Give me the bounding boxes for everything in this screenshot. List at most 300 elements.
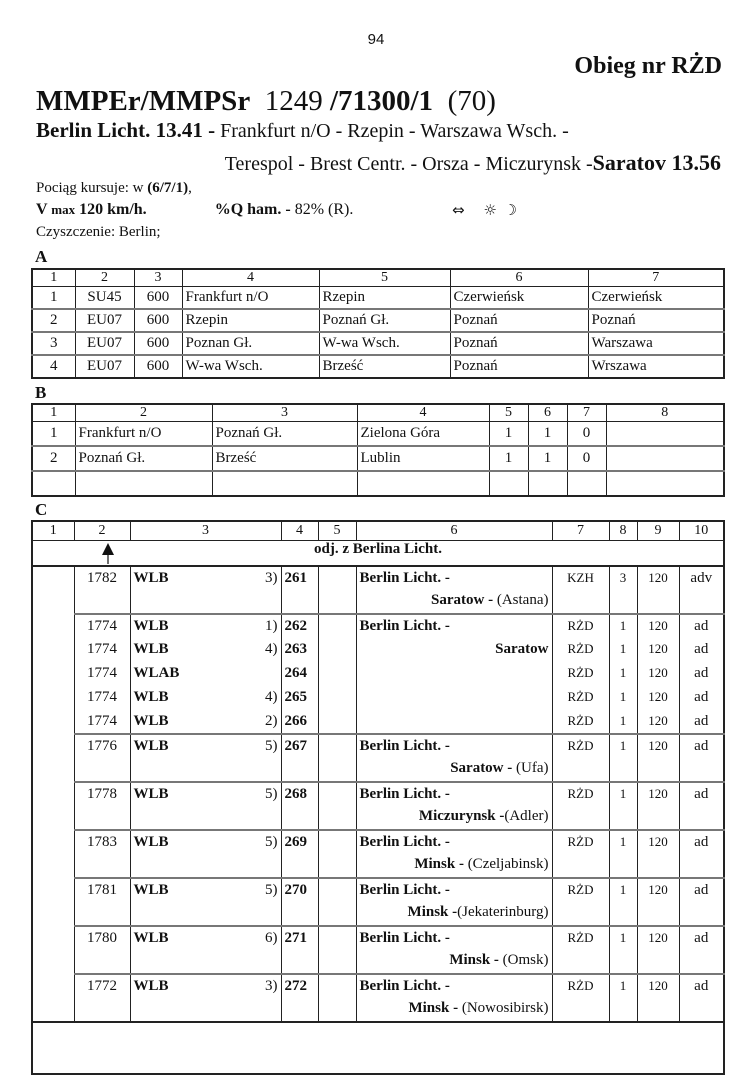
table-cell: [32, 471, 75, 496]
column-8-cell: 1: [609, 926, 637, 974]
train-title: [36, 85, 496, 118]
owner-cell: RŻD: [552, 830, 609, 878]
car-series-cell: 1774: [74, 614, 130, 638]
car-number-cell: 262: [281, 614, 318, 638]
car-type: WLB: [133, 882, 169, 898]
speed-cell: 120: [637, 734, 679, 782]
car-type-wrap: [134, 738, 278, 755]
table-cell: Frankfurt n/O: [182, 287, 319, 310]
car-type-cell: [130, 638, 281, 662]
owner-cell: KZH: [552, 566, 609, 614]
car-type-cell: [130, 710, 281, 734]
car-type-wrap: [134, 786, 278, 803]
speed-cell: 120: [637, 974, 679, 1022]
consist-row: [32, 926, 724, 974]
table-row: [32, 422, 724, 447]
route-origin: Berlin Licht. 13.41 -: [36, 118, 216, 142]
table-cell: 1: [528, 422, 567, 447]
empty-footer-cell: [32, 1022, 724, 1074]
departure-band: [32, 541, 724, 567]
car-type-cell: [130, 662, 281, 686]
column-header: 6: [450, 269, 588, 287]
speed-cell: 120: [637, 782, 679, 830]
locomotive-table: [31, 268, 725, 379]
table-cell: Czerwieńsk: [588, 287, 724, 310]
column-5-cell: [318, 566, 356, 614]
column-10-cell: ad: [679, 710, 724, 734]
section-b-label: B: [35, 383, 47, 402]
table-cell: 1: [489, 446, 528, 471]
route-line-1: [36, 118, 569, 143]
table-cell: [528, 471, 567, 496]
car-series-cell: 1778: [74, 782, 130, 830]
column-8-cell: 1: [609, 638, 637, 662]
route-destination-final: (Astana): [493, 592, 549, 608]
speed-cell: 120: [637, 638, 679, 662]
car-type-wrap: [134, 882, 278, 899]
sun-icon: ☼: [483, 201, 497, 219]
column-10-cell: ad: [679, 638, 724, 662]
table-cell: [489, 471, 528, 496]
column-5-cell: [318, 686, 356, 710]
route-destination-final: (Jekaterinburg): [457, 904, 549, 920]
table-cell: Poznań Gł.: [319, 309, 450, 332]
table-cell: Poznań: [450, 309, 588, 332]
table-row: [32, 355, 724, 378]
route-destination-main: Minsk -: [414, 856, 464, 872]
route-cell: [356, 974, 552, 1022]
column-10-cell: ad: [679, 878, 724, 926]
table-cell: [75, 471, 212, 496]
table-cell: 1: [528, 446, 567, 471]
speed-cell: 120: [637, 662, 679, 686]
route-via-1: Frankfurt n/O - Rzepin - Warszawa Wsch. -: [220, 120, 569, 142]
car-type: WLB: [133, 930, 169, 946]
car-series-cell: 1780: [74, 926, 130, 974]
running-days-label: Pociąg kursuje: w: [36, 180, 144, 196]
car-type-wrap: [134, 618, 278, 635]
table-cell: 600: [134, 355, 182, 378]
route-destination: [360, 904, 549, 921]
table-cell: Poznań: [450, 332, 588, 355]
route-from: Berlin Licht. -: [359, 786, 450, 802]
column-header: 4: [281, 521, 318, 541]
car-type-wrap: [134, 570, 278, 587]
table-cell: [567, 471, 606, 496]
car-note: 3): [265, 978, 278, 994]
route-cell: [356, 662, 552, 686]
column-1-cell: [32, 566, 74, 1022]
vmax-max: max: [51, 202, 76, 217]
consist-row: [32, 782, 724, 830]
owner-cell: RŻD: [552, 662, 609, 686]
car-note: 1): [265, 618, 278, 634]
table-cell: [606, 446, 724, 471]
car-number-cell: 272: [281, 974, 318, 1022]
column-5-cell: [318, 926, 356, 974]
owner-cell: RŻD: [552, 638, 609, 662]
departure-band-label: odj. z Berlina Licht.: [314, 541, 442, 557]
consist-table: [31, 520, 725, 1075]
table-cell: Brześć: [212, 446, 357, 471]
route-destination-final: (Adler): [504, 808, 549, 824]
car-type-cell: [130, 734, 281, 782]
consist-row: [32, 566, 724, 614]
car-note: 4): [265, 689, 278, 705]
route-destination-final: (Nowosibirsk): [458, 1000, 549, 1016]
table-cell: EU07: [75, 309, 134, 332]
car-type-cell: [130, 974, 281, 1022]
column-header: 4: [182, 269, 319, 287]
table-cell: Rzepin: [319, 287, 450, 310]
column-5-cell: [318, 710, 356, 734]
route-destination: [360, 808, 549, 825]
route-cell: [356, 734, 552, 782]
column-10-cell: ad: [679, 614, 724, 638]
car-note: 5): [265, 738, 278, 754]
column-8-cell: 1: [609, 782, 637, 830]
column-10-cell: ad: [679, 662, 724, 686]
consist-row: [32, 878, 724, 926]
car-type-wrap: [134, 689, 278, 706]
section-c-label: C: [35, 500, 48, 519]
table-cell: [606, 422, 724, 447]
table-cell: 2: [32, 309, 75, 332]
train-number: 1249: [264, 85, 323, 117]
table-cell: EU07: [75, 332, 134, 355]
route-destination-final: (Omsk): [498, 952, 549, 968]
route-cell: [356, 614, 552, 638]
car-type: WLB: [133, 713, 169, 729]
table-cell: Warszawa: [588, 332, 724, 355]
column-header: 5: [318, 521, 356, 541]
table-cell: [212, 471, 357, 496]
column-header: 2: [74, 521, 130, 541]
table-cell: Poznań: [588, 309, 724, 332]
header-row: [32, 269, 724, 287]
footer-row: [32, 1022, 724, 1074]
running-days-value: (6/7/1): [147, 180, 189, 196]
car-type-wrap: [134, 713, 278, 730]
route-destination-main: Minsk -: [407, 904, 458, 920]
moon-icon: ☽: [503, 201, 518, 219]
column-8-cell: 1: [609, 830, 637, 878]
car-type-cell: [130, 926, 281, 974]
route-destination: [360, 856, 549, 873]
table-cell: Poznań Gł.: [212, 422, 357, 447]
column-10-cell: ad: [679, 926, 724, 974]
brake-label: %Q ham. -: [214, 201, 291, 218]
table-cell: 3: [32, 332, 75, 355]
car-number-cell: 267: [281, 734, 318, 782]
column-8-cell: 1: [609, 710, 637, 734]
owner-cell: RŻD: [552, 974, 609, 1022]
table-cell: Poznan Gł.: [182, 332, 319, 355]
train-category: MMPEr/MMPSr: [36, 85, 251, 117]
owner-cell: RŻD: [552, 710, 609, 734]
route-cell: [356, 566, 552, 614]
car-type-wrap: [134, 641, 278, 658]
owner-cell: RŻD: [552, 926, 609, 974]
column-header: 1: [32, 269, 75, 287]
column-header: 5: [489, 404, 528, 422]
departure-band-row: [32, 541, 724, 567]
car-number-cell: 261: [281, 566, 318, 614]
car-type-wrap: [134, 665, 278, 682]
car-series-cell: 1783: [74, 830, 130, 878]
route-from: Berlin Licht. -: [359, 834, 450, 850]
owner-cell: RŻD: [552, 614, 609, 638]
table-cell: Lublin: [357, 446, 489, 471]
car-type: WLB: [133, 786, 169, 802]
consist-row: [32, 734, 724, 782]
car-number-cell: 265: [281, 686, 318, 710]
car-note: 4): [265, 641, 278, 657]
car-type: WLB: [133, 618, 169, 634]
column-5-cell: [318, 662, 356, 686]
table-row: [32, 332, 724, 355]
column-header: 8: [606, 404, 724, 422]
column-8-cell: 1: [609, 662, 637, 686]
car-note: 5): [265, 882, 278, 898]
table-cell: 1: [489, 422, 528, 447]
column-8-cell: 3: [609, 566, 637, 614]
car-type-cell: [130, 878, 281, 926]
consist-row: [32, 662, 724, 686]
column-header: 8: [609, 521, 637, 541]
table-cell: 0: [567, 446, 606, 471]
route-destination-main: Miczurynsk -: [418, 808, 505, 824]
table-cell: Brześć: [319, 355, 450, 378]
column-header: 1: [32, 404, 75, 422]
column-5-cell: [318, 734, 356, 782]
route-destination-main: Minsk -: [449, 952, 499, 968]
consist-row: [32, 686, 724, 710]
consist-row: [32, 614, 724, 638]
route-destination-final: (Ufa): [512, 760, 549, 776]
car-number-cell: 269: [281, 830, 318, 878]
route-cell: [356, 830, 552, 878]
route-cell: [356, 710, 552, 734]
table-cell: Poznań: [450, 355, 588, 378]
route-destination: [360, 1000, 549, 1017]
column-5-cell: [318, 782, 356, 830]
car-series-cell: 1774: [74, 710, 130, 734]
route-cell: [356, 686, 552, 710]
table-cell: Zielona Góra: [357, 422, 489, 447]
column-10-cell: adv: [679, 566, 724, 614]
column-header: 7: [552, 521, 609, 541]
table-cell: SU45: [75, 287, 134, 310]
table-cell: Poznań Gł.: [75, 446, 212, 471]
car-type-wrap: [134, 834, 278, 851]
column-10-cell: ad: [679, 830, 724, 878]
route-destination: [360, 952, 549, 969]
table-cell: [357, 471, 489, 496]
column-8-cell: 1: [609, 734, 637, 782]
column-5-cell: [318, 614, 356, 638]
table-cell: EU07: [75, 355, 134, 378]
vmax-value: 120 km/h.: [79, 201, 147, 218]
table-row: [32, 471, 724, 496]
column-5-cell: [318, 830, 356, 878]
column-8-cell: 1: [609, 974, 637, 1022]
car-number-cell: 271: [281, 926, 318, 974]
route-from: Berlin Licht. -: [359, 930, 450, 946]
owner-cell: RŻD: [552, 686, 609, 710]
consist-row: [32, 710, 724, 734]
route-line-2: [225, 150, 721, 176]
column-5-cell: [318, 878, 356, 926]
column-8-cell: 1: [609, 878, 637, 926]
car-type-cell: [130, 830, 281, 878]
column-8-cell: 1: [609, 614, 637, 638]
speed-cell: 120: [637, 830, 679, 878]
car-type: WLB: [133, 641, 169, 657]
table-cell: Wrszawa: [588, 355, 724, 378]
column-5-cell: [318, 974, 356, 1022]
section-a-label: A: [35, 247, 48, 266]
route-destination: Saratow: [495, 641, 549, 657]
train-code: (70): [447, 85, 496, 117]
car-number-cell: 266: [281, 710, 318, 734]
route-from: Berlin Licht. -: [359, 978, 450, 994]
table-cell: [606, 471, 724, 496]
max-speed: [36, 201, 353, 219]
direction-arrow-icon: [101, 542, 115, 564]
route-destination-main: Saratow -: [450, 760, 513, 776]
car-type: WLAB: [133, 665, 180, 681]
owner-cell: RŻD: [552, 782, 609, 830]
running-days-suffix: ,: [188, 180, 192, 196]
column-header: 2: [75, 269, 134, 287]
table-cell: 600: [134, 309, 182, 332]
car-type: WLB: [133, 978, 169, 994]
column-header: 9: [637, 521, 679, 541]
consist-row: [32, 830, 724, 878]
column-header: 7: [588, 269, 724, 287]
table-cell: 2: [32, 446, 75, 471]
column-10-cell: ad: [679, 782, 724, 830]
double-arrow-icon: ⇔: [452, 201, 465, 219]
route-cell: [356, 926, 552, 974]
column-8-cell: 1: [609, 686, 637, 710]
table-cell: 1: [32, 287, 75, 310]
route-from: Berlin Licht. -: [359, 618, 450, 634]
header-row: [32, 404, 724, 422]
table-row: [32, 287, 724, 310]
table-cell: 0: [567, 422, 606, 447]
car-note: 3): [265, 570, 278, 586]
column-10-cell: ad: [679, 974, 724, 1022]
column-header: 6: [356, 521, 552, 541]
column-header: 10: [679, 521, 724, 541]
running-days: [36, 180, 192, 197]
consist-row: [32, 638, 724, 662]
car-type-wrap: [134, 930, 278, 947]
circulation-number: Obieg nr RŻD: [574, 53, 722, 79]
column-header: 1: [32, 521, 74, 541]
car-type: WLB: [133, 834, 169, 850]
table-cell: W-wa Wsch.: [182, 355, 319, 378]
vmax-v: V: [36, 201, 48, 218]
car-number-cell: 270: [281, 878, 318, 926]
route-via-2: Terespol - Brest Centr. - Orsza - Miczurynsk -: [224, 153, 593, 175]
speed-cell: 120: [637, 614, 679, 638]
column-5-cell: [318, 638, 356, 662]
route-destination: [360, 760, 549, 777]
table-row: [32, 446, 724, 471]
speed-cell: 120: [637, 566, 679, 614]
car-type-wrap: [134, 978, 278, 995]
brake-value: 82% (R).: [294, 201, 354, 218]
column-header: 4: [357, 404, 489, 422]
column-header: 3: [212, 404, 357, 422]
train-number-suffix: /71300/1: [329, 85, 434, 117]
route-destination-main: Saratow -: [431, 592, 494, 608]
car-series-cell: 1776: [74, 734, 130, 782]
car-note: 2): [265, 713, 278, 729]
service-icons: [452, 201, 531, 219]
route-destination: Saratov 13.56: [592, 150, 721, 175]
car-type: WLB: [133, 738, 169, 754]
route-from: Berlin Licht. -: [359, 738, 450, 754]
column-header: 3: [134, 269, 182, 287]
route-cell: [356, 638, 552, 662]
car-series-cell: 1781: [74, 878, 130, 926]
column-header: 7: [567, 404, 606, 422]
routing-table: [31, 403, 725, 497]
car-number-cell: 268: [281, 782, 318, 830]
table-cell: W-wa Wsch.: [319, 332, 450, 355]
column-10-cell: ad: [679, 734, 724, 782]
table-cell: 600: [134, 332, 182, 355]
consist-row: [32, 974, 724, 1022]
car-series-cell: 1772: [74, 974, 130, 1022]
route-cell: [356, 878, 552, 926]
table-cell: Frankfurt n/O: [75, 422, 212, 447]
car-series-cell: 1774: [74, 686, 130, 710]
table-cell: Czerwieńsk: [450, 287, 588, 310]
column-10-cell: ad: [679, 686, 724, 710]
route-destination-final: (Czeljabinsk): [463, 856, 549, 872]
column-header: 3: [130, 521, 281, 541]
car-type-cell: [130, 782, 281, 830]
car-series-cell: 1774: [74, 662, 130, 686]
cleaning-info: Czyszczenie: Berlin;: [36, 224, 161, 240]
speed-cell: 120: [637, 878, 679, 926]
page-number: 94: [367, 31, 385, 48]
owner-cell: RŻD: [552, 734, 609, 782]
speed-cell: 120: [637, 710, 679, 734]
column-header: 5: [319, 269, 450, 287]
car-type-cell: [130, 686, 281, 710]
car-note: 6): [265, 930, 278, 946]
route-destination-main: Minsk -: [408, 1000, 459, 1016]
car-number-cell: 263: [281, 638, 318, 662]
car-note: 5): [265, 834, 278, 850]
table-cell: 600: [134, 287, 182, 310]
route-destination: [360, 592, 549, 609]
column-header: 2: [75, 404, 212, 422]
route-from: Berlin Licht. -: [359, 882, 450, 898]
speed-cell: 120: [637, 926, 679, 974]
route-cell: [356, 782, 552, 830]
car-note: 5): [265, 786, 278, 802]
car-type-cell: [130, 566, 281, 614]
car-series-cell: 1782: [74, 566, 130, 614]
table-cell: 1: [32, 422, 75, 447]
